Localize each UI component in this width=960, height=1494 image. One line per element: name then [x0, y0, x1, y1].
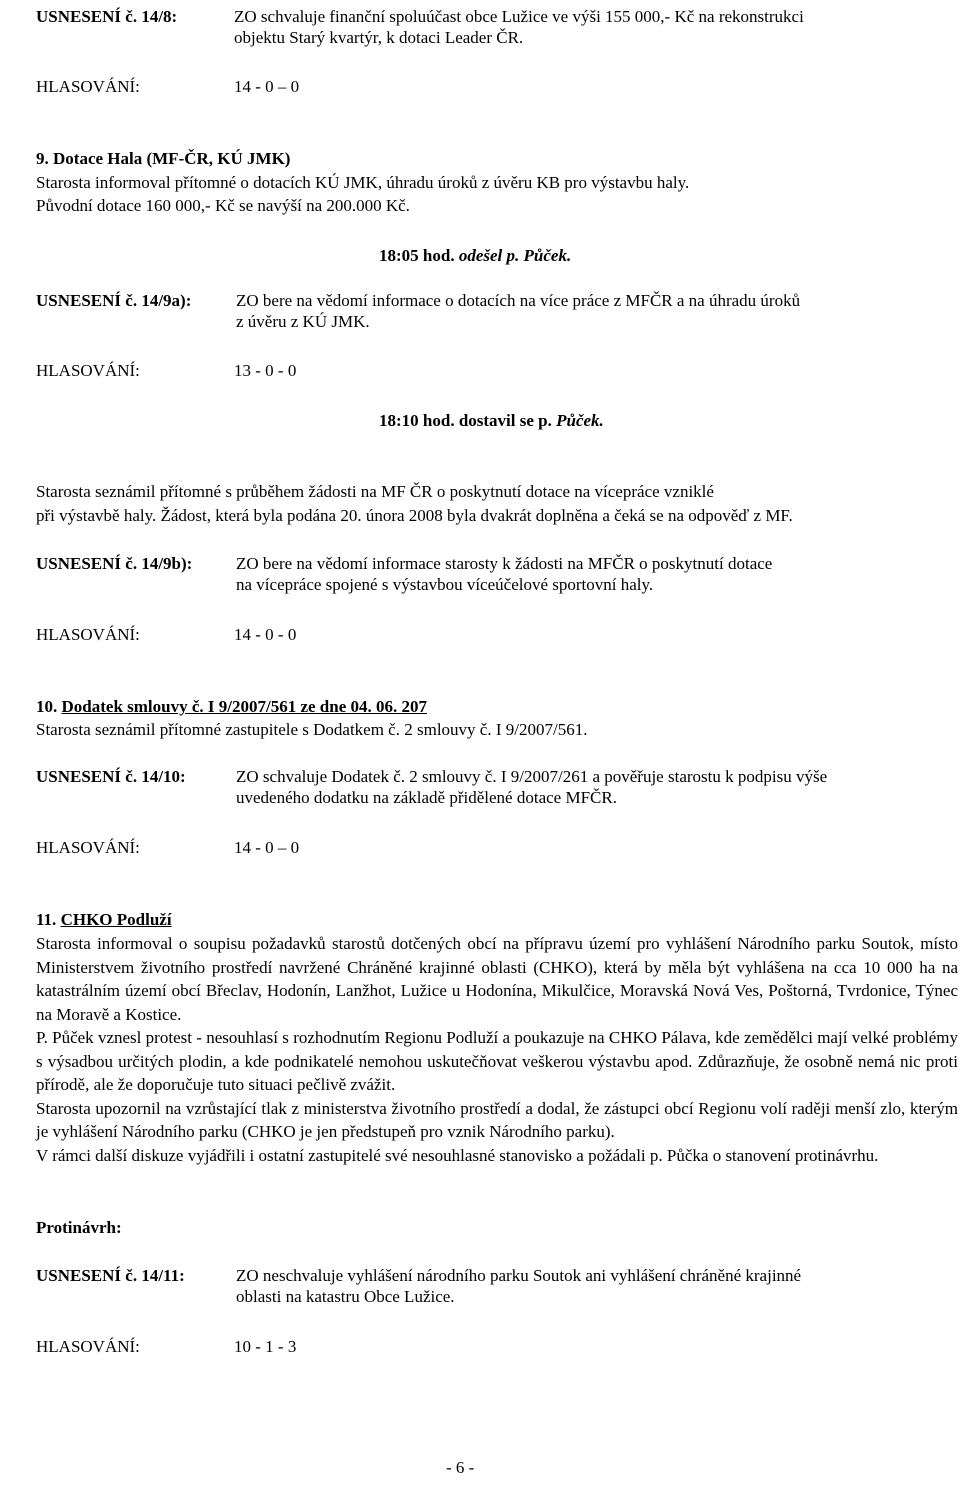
note-1805-time: 18:05 hod. [379, 246, 455, 265]
item-9-line1: Starosta informoval přítomné o dotacích KÚ JMK, úhradu úroků z úvěru KB pro výstavbu haly. [36, 173, 690, 192]
note-1805-text: odešel p. Půček. [458, 246, 572, 265]
note-1810-time: 18:10 hod. dostavil se p. [379, 411, 552, 430]
item-10-line1: Starosta seznámil přítomné zastupitele s Dodatkem č. 2 smlouvy č. I 9/2007/561. [36, 720, 588, 739]
resolution-14-9b-line1: ZO bere na vědomí informace starosty k žádosti na MFČR o poskytnutí dotace [236, 554, 773, 573]
vote-1-value: 14 - 0 – 0 [234, 77, 300, 96]
page-number: - 6 - [446, 1458, 475, 1477]
resolution-14-9a-line1: ZO bere na vědomí informace o dotacích na více práce z MFČR a na úhradu úroků [236, 291, 801, 310]
resolution-14-11-line1: ZO neschvaluje vyhlášení národního parku Soutok ani vyhlášení chráněné krajinné [236, 1266, 802, 1285]
item-9-heading: 9. Dotace Hala (MF-ČR, KÚ JMK) [36, 149, 291, 168]
resolution-14-10-text [236, 766, 958, 808]
item-11-number: 11. [36, 910, 57, 929]
resolution-14-9a-text [236, 290, 958, 332]
item-11-heading [36, 909, 172, 930]
vote-5-value: 10 - 1 - 3 [234, 1337, 297, 1356]
resolution-14-11-text [236, 1265, 958, 1307]
resolution-14-8-label: USNESENÍ č. 14/8: [36, 7, 178, 26]
note-1805 [379, 245, 571, 266]
item-9-line2: Původní dotace 160 000,- Kč se navýší na 200.000 Kč. [36, 196, 410, 215]
item-11-paragraph-3: Starosta upozornil na vzrůstající tlak z ministerstva životního prostředí a dodal, že zástupci obcí Regionu volí raději menší zlo, kterým je vyhlášení Národního parku (CHKO je jen předstupeň pro vznik Národního parku). [36, 1098, 958, 1141]
resolution-14-9b-label: USNESENÍ č. 14/9b): [36, 554, 193, 573]
item-11-paragraph-1: Starosta informoval o soupisu požadavků starostů dotčených obcí na přípravu území pro vyhlášení Národního parku Soutok, místo Ministerstvem životního prostředí navržené Chráněné krajinné oblasti (CHKO), která by měla být vyhlášena na cca 10 000 ha na katastrálním území obcí Břeclav, Hodonín, Lanžhot, Lužice u Hodonína, Mikulčice, Moravská Nová Ves, Poštorná, Tvrdonice, Týnec na Moravě a Kostice. [36, 934, 958, 1024]
vote-4-value: 14 - 0 – 0 [234, 838, 300, 857]
vote-1-label: HLASOVÁNÍ: [36, 77, 140, 96]
resolution-14-10-line2: uvedeného dodatku na základě přidělené dotace MFČR. [236, 788, 617, 807]
resolution-14-10-line1: ZO schvaluje Dodatek č. 2 smlouvy č. I 9/2007/261 a pověřuje starostu k podpisu výše [236, 767, 828, 786]
resolution-14-8-text [234, 6, 956, 48]
item-11-paragraph-2: P. Půček vznesl protest - nesouhlasí s rozhodnutím Regionu Podluží a poukazuje na CHKO Pálava, kde zemědělci mají velké problémy s výsadbou určitých plodin, a kde podnikatelé nemohou uskutečňovat veškerou výstavbu apod. Zdůrazňuje, že osobně nemá nic proti přírodě, ale že doporučuje tuto situaci pečlivě zvážit. [36, 1028, 958, 1094]
resolution-14-11-line2: oblasti na katastru Obce Lužice. [236, 1287, 455, 1306]
resolution-14-8-line1: ZO schvaluje finanční spoluúčast obce Lužice ve výši 155 000,- Kč na rekonstrukci [234, 7, 804, 26]
resolution-14-9b-line2: na vícepráce spojené s výstavbou víceúčelové sportovní haly. [236, 575, 654, 594]
resolution-14-9b-text [236, 553, 958, 595]
paragraph-request-line1: Starosta seznámil přítomné s průběhem žádosti na MF ČR o poskytnutí dotace na vícepráce vzniklé [36, 482, 714, 501]
vote-2-value: 13 - 0 - 0 [234, 361, 297, 380]
vote-3-label: HLASOVÁNÍ: [36, 625, 140, 644]
note-1810 [379, 410, 604, 431]
counter-proposal-label: Protinávrh: [36, 1218, 122, 1237]
resolution-14-9a-label: USNESENÍ č. 14/9a): [36, 291, 192, 310]
resolution-14-10-label: USNESENÍ č. 14/10: [36, 767, 186, 786]
item-10-heading [36, 696, 427, 717]
vote-2-label: HLASOVÁNÍ: [36, 361, 140, 380]
item-10-number: 10. [36, 697, 58, 716]
resolution-14-8-line2: objektu Starý kvartýr, k dotaci Leader ČR. [234, 28, 524, 47]
item-11-body [36, 932, 958, 1167]
note-1810-name: Půček. [556, 411, 604, 430]
item-10-title: Dodatek smlouvy č. I 9/2007/561 ze dne 04. 06. 207 [61, 697, 427, 716]
item-11-title: CHKO Podluží [60, 910, 172, 929]
item-11-paragraph-4: V rámci další diskuze vyjádřili i ostatní zastupitelé své nesouhlasné stanovisko a požádali p. Půčka o stanovení protinávrhu. [36, 1145, 879, 1165]
vote-4-label: HLASOVÁNÍ: [36, 838, 140, 857]
resolution-14-9a-line2: z úvěru z KÚ JMK. [236, 312, 370, 331]
vote-3-value: 14 - 0 - 0 [234, 625, 297, 644]
resolution-14-11-label: USNESENÍ č. 14/11: [36, 1266, 185, 1285]
vote-5-label: HLASOVÁNÍ: [36, 1337, 140, 1356]
paragraph-request-line2: při výstavbě haly. Žádost, která byla podána 20. února 2008 byla dvakrát doplněna a čeká se na odpověď z MF. [36, 506, 793, 525]
